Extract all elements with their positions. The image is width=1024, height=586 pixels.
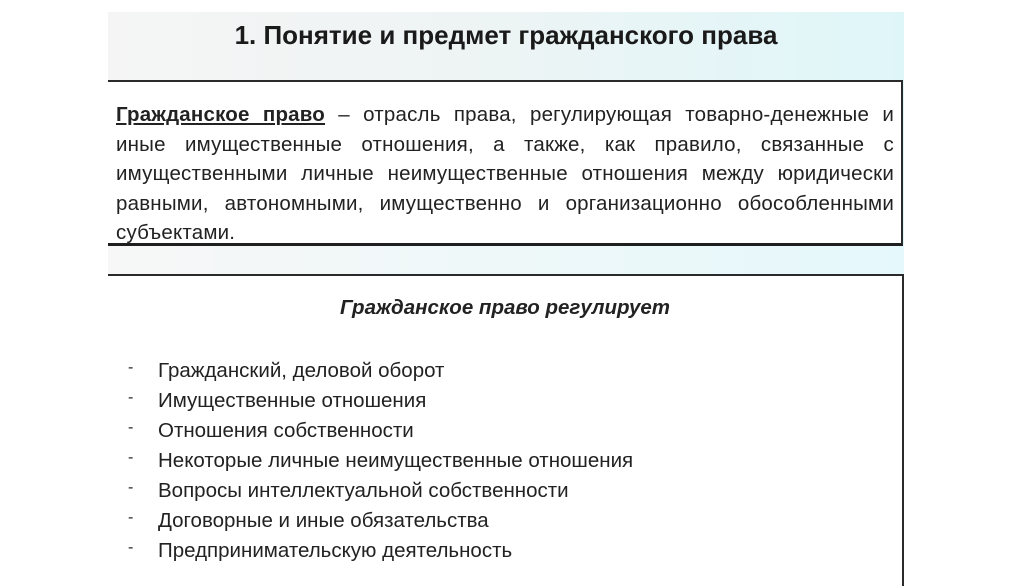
- slide-title: 1. Понятие и предмет гражданского права: [234, 20, 778, 50]
- definition-text: [116, 100, 894, 248]
- dash-bullet: -: [128, 359, 134, 376]
- dash-bullet: -: [128, 509, 134, 526]
- dash-bullet: -: [128, 539, 134, 556]
- list-item: - Вопросы интеллектуальной собственности: [128, 476, 633, 506]
- regulates-box: [108, 274, 904, 586]
- regulates-list: [128, 356, 633, 566]
- list-item: - Договорные и иные обязательства: [128, 506, 633, 536]
- regulates-heading: Гражданское право регулирует: [339, 296, 671, 319]
- list-item: - Имущественные отношения: [128, 386, 633, 416]
- slide: [108, 12, 904, 574]
- dash-bullet: -: [128, 449, 134, 466]
- list-item: - Предпринимательскую деятельность: [128, 536, 633, 566]
- definition-body: – отрасль права, регулирующая товарно-денежные и иные имущественные отношения, а также, как правило, связанные с имущественными личные неимущественные отношения между юридически равными, автономными, имущественно и организационно обособленными субъектами.: [116, 103, 894, 244]
- list-item: - Некоторые личные неимущественные отношения: [128, 446, 633, 476]
- dash-bullet: -: [128, 419, 134, 436]
- dash-bullet: -: [128, 389, 134, 406]
- definition-term: Гражданское право: [116, 103, 326, 126]
- definition-box: [108, 80, 903, 246]
- list-item: - Гражданский, деловой оборот: [128, 356, 633, 386]
- dash-bullet: -: [128, 479, 134, 496]
- list-item: - Отношения собственности: [128, 416, 633, 446]
